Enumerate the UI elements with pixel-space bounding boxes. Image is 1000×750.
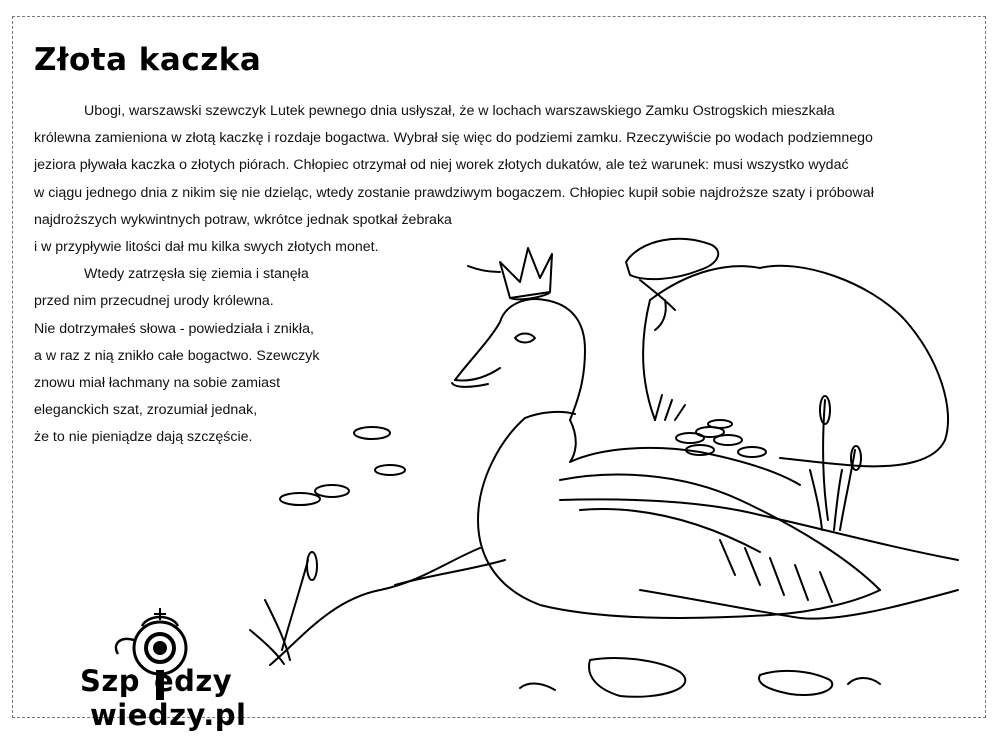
story-line: a w raz z nią znikło całe bogactwo. Szewczyk [34, 347, 320, 364]
logo-text-domain: wiedzy.pl [90, 698, 247, 732]
story-line: Nie dotrzymałeś słowa - powiedziała i znikła, [34, 320, 314, 337]
story-line: znowu miał łachmany na sobie zamiast [34, 375, 281, 392]
duck-eye [515, 334, 535, 343]
story-line: najdroższych wykwintnych potraw, wkrótce jednak spotkał żebraka [34, 211, 452, 228]
duck-head [455, 299, 585, 420]
story-line: i w przypływie litości dał mu kilka swych złotych monet. [34, 239, 379, 256]
story-line: królewna zamieniona w złotą kaczkę i rozdaje bogactwa. Wybrał się więc do podziemi zamku. Rzeczywiście po wodach podziemnego [34, 130, 873, 147]
water-ripples [520, 658, 880, 697]
grass-tuft [655, 395, 685, 420]
story-line: Wtedy zatrzęsła się ziemia i stanęła [84, 266, 309, 283]
logo-text-start: Szp [80, 664, 141, 698]
crown-icon [500, 248, 552, 298]
duck-collar [525, 412, 575, 418]
island-outline [270, 548, 958, 665]
duck-beak [452, 368, 500, 387]
scattered-coins [280, 427, 405, 505]
story-line: że to nie pieniądze dają szczęście. [34, 429, 253, 446]
story-line: eleganckich szat, zrozumiał jednak, [34, 402, 258, 419]
story-line: przed nim przecudnej urody królewna. [34, 293, 274, 310]
money-bag [643, 266, 948, 467]
page-title: Złota kaczka [34, 42, 262, 78]
logo-text-end: edzy [154, 664, 233, 698]
story-line: Ubogi, warszawski szewczyk Lutek pewnego dnia usłyszał, że w lochach warszawskiego Zamku Ostrogskich mieszkała [84, 103, 835, 119]
story-line: w ciągu jednego dnia z nikim się nie dzieląc, wtedy zostanie prawdziwym bogaczem. Chłopiec kupił sobie najdroższe szaty i próbował [34, 184, 874, 201]
szpiedzy-wiedzy-logo [76, 600, 246, 740]
story-line: jeziora pływała kaczka o złotych piórach. Chłopiec otrzymał od niej worek złotych dukatów, ale też warunek: musi wszystko wydać [34, 157, 849, 174]
bag-hat [626, 239, 718, 279]
cattail-left [250, 552, 317, 664]
duck-feathers [720, 540, 832, 602]
